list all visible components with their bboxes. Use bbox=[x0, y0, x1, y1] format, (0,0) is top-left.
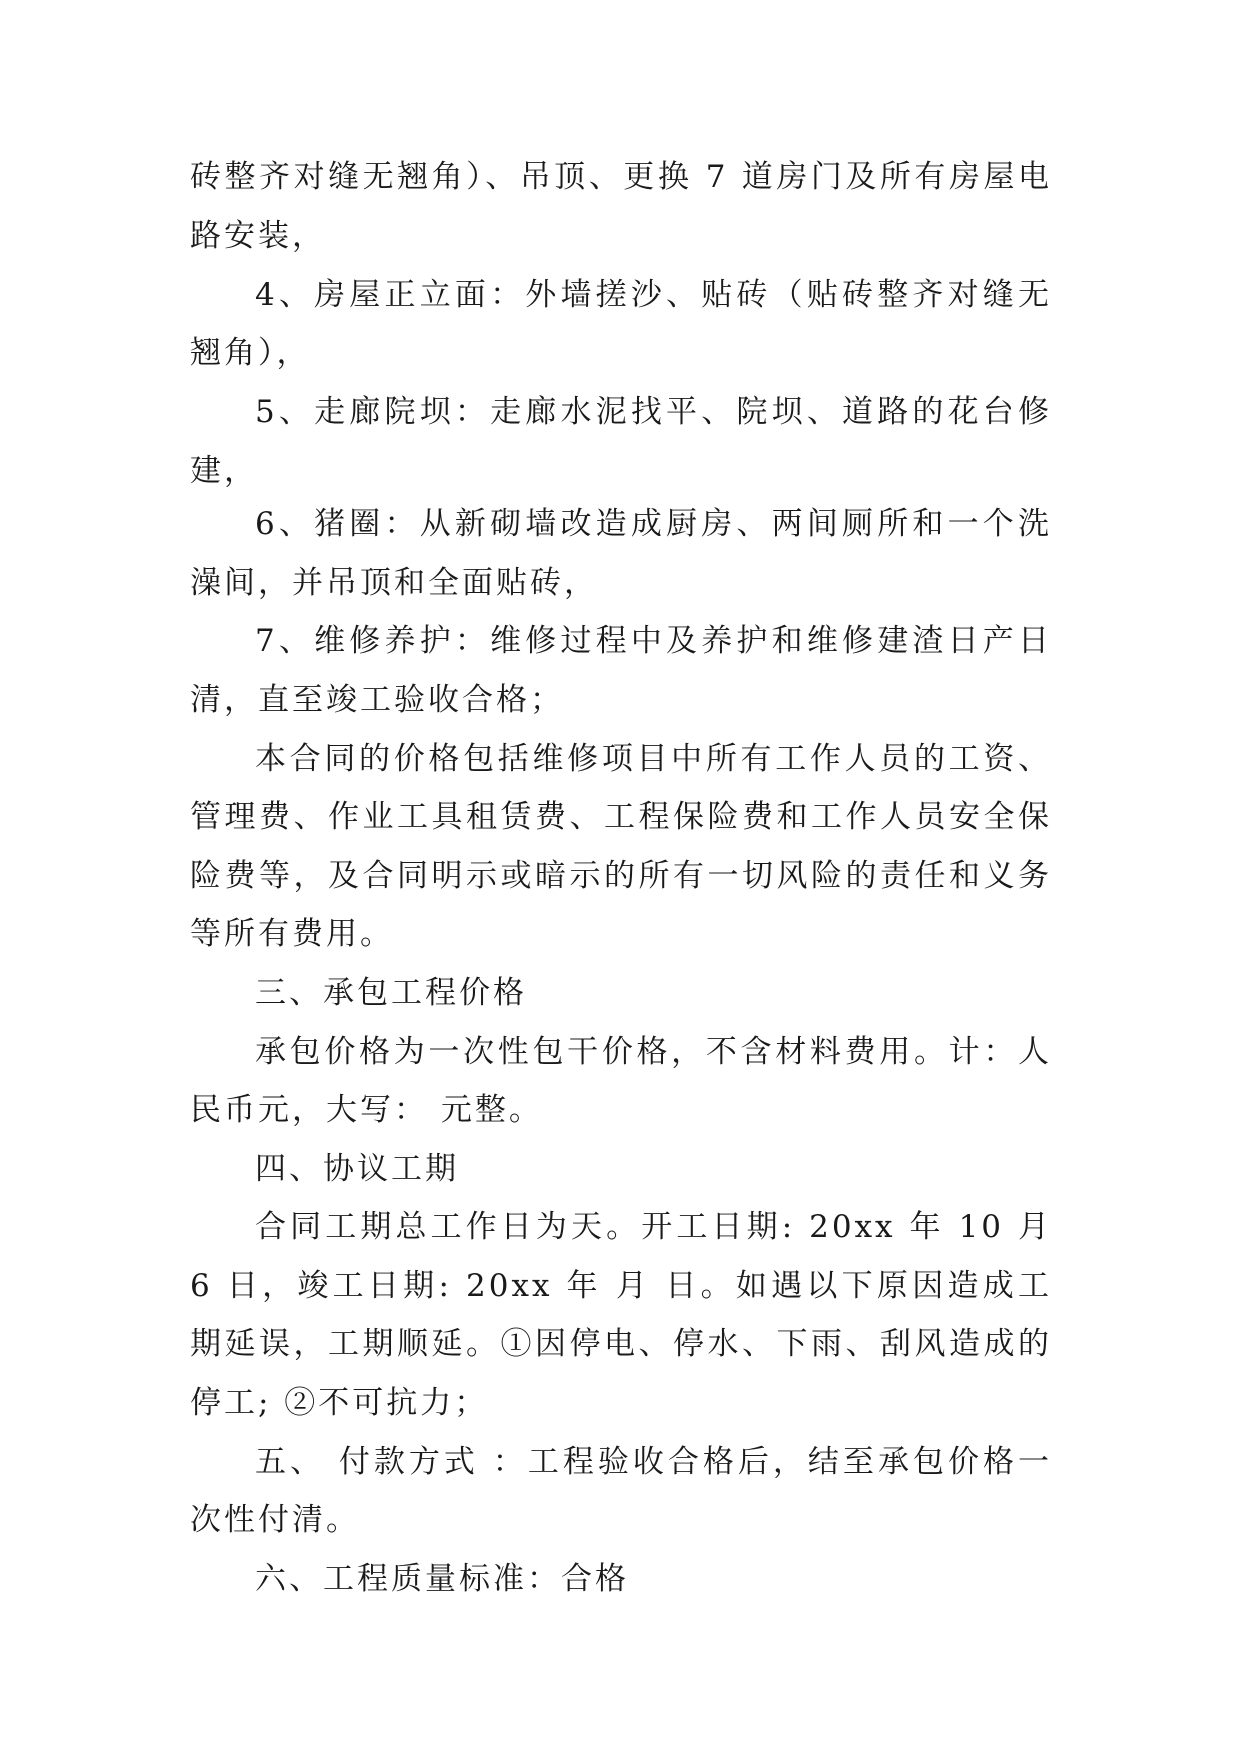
paragraph-contract-price: 承包价格为一次性包干价格，不含材料费用。计：人民币元，大写： 元整。 bbox=[190, 1033, 1052, 1129]
paragraph-installation-continued: 砖整齐对缝无翘角）、吊顶、更换 7 道房门及所有房屋电路安装， bbox=[190, 159, 1052, 254]
document-body bbox=[190, 148, 1052, 1608]
paragraph-item-7-maintenance: 7、维修养护：维修过程中及养护和维修建渣日产日清，直至竣工验收合格； bbox=[190, 623, 1052, 718]
paragraph-item-5-corridor: 5、走廊院坝：走廊水泥找平、院坝、道路的花台修建， bbox=[190, 393, 1052, 489]
heading-section-3-price: 三、承包工程价格 bbox=[255, 974, 527, 1011]
paragraph-section-6-quality: 六、工程质量标准：合格 bbox=[255, 1560, 629, 1597]
paragraph-section-5-payment: 五、 付款方式 ：工程验收合格后，结至承包价格一次性付清。 bbox=[190, 1443, 1052, 1539]
paragraph-schedule-details: 合同工期总工作日为天。开工日期: 20xx 年 10 月 6 日，竣工日期: 20xx 年 月 日。如遇以下原因造成工期延误，工期顺延。①因停电、停水、下雨、刮风造成的停工; ②不可抗力； bbox=[190, 1209, 1052, 1422]
paragraph-item-4-facade: 4、房屋正立面：外墙搓沙、贴砖（贴砖整齐对缝无翘角）， bbox=[190, 276, 1052, 372]
paragraph-price-scope: 本合同的价格包括维修项目中所有工作人员的工资、管理费、作业工具租赁费、工程保险费和工作人员安全保险费等，及合同明示或暗示的所有一切风险的责任和义务等所有费用。 bbox=[190, 740, 1052, 953]
heading-section-4-schedule: 四、协议工期 bbox=[255, 1150, 459, 1187]
paragraph-item-6-pigsty: 6、猪圈：从新砌墙改造成厨房、两间厕所和一个洗澡间，并吊顶和全面贴砖， bbox=[190, 506, 1052, 601]
